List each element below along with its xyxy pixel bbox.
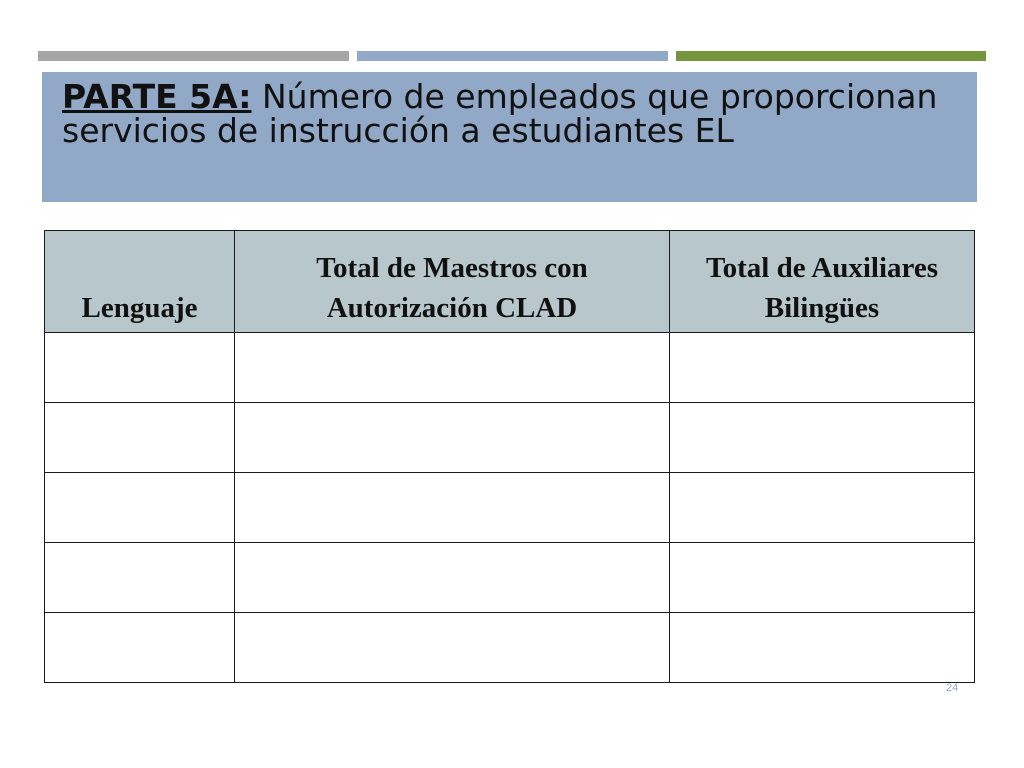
header-lenguaje: Lenguaje [45, 231, 235, 333]
accent-bar-blue [357, 51, 668, 61]
slide-title [62, 77, 957, 150]
table-cell-auxiliares[interactable] [670, 403, 975, 473]
table-cell-maestros[interactable] [235, 473, 670, 543]
title-box [42, 72, 977, 202]
table-cell-maestros[interactable] [235, 543, 670, 613]
table-header-row [45, 231, 975, 333]
table-cell-maestros[interactable] [235, 333, 670, 403]
table-row [45, 613, 975, 683]
title-part-label: PARTE 5A: [62, 77, 252, 116]
table-row [45, 403, 975, 473]
table-row [45, 333, 975, 403]
table-cell-lenguaje[interactable] [45, 333, 235, 403]
table-cell-lenguaje[interactable] [45, 403, 235, 473]
table-cell-lenguaje[interactable] [45, 473, 235, 543]
table-cell-maestros[interactable] [235, 613, 670, 683]
header-total-auxiliares: Total de Auxiliares Bilingües [670, 231, 975, 333]
table-row [45, 473, 975, 543]
accent-bar-green [676, 51, 986, 61]
table-cell-lenguaje[interactable] [45, 613, 235, 683]
table-cell-maestros[interactable] [235, 403, 670, 473]
staff-table [44, 230, 975, 683]
table-cell-auxiliares[interactable] [670, 333, 975, 403]
table-cell-auxiliares[interactable] [670, 543, 975, 613]
table-row [45, 543, 975, 613]
accent-bar-gray [38, 51, 349, 61]
table-cell-lenguaje[interactable] [45, 543, 235, 613]
table-cell-auxiliares[interactable] [670, 473, 975, 543]
header-total-maestros: Total de Maestros con Autorización CLAD [235, 231, 670, 333]
page-number: 24 [946, 682, 959, 694]
title-text: Número de empleados que proporcionan servicios de instrucción a estudiantes EL [62, 77, 938, 150]
table-cell-auxiliares[interactable] [670, 613, 975, 683]
